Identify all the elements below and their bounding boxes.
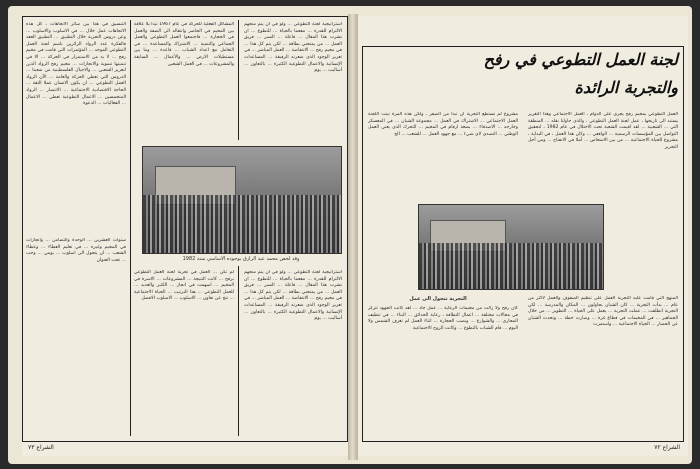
article-title-line-2: والتجربة الرائدة <box>574 78 678 97</box>
right-column-d-text: كان رفح ولا زالت من مخيمات الرعاية ... عمل جاد ... لقد كانت الجهود تتركز في مجالات مختلفة ... اعمال النظافة ، رعاية الحدائق ... البناء ... في تنظيف المجاري ... والشوارع ... ونصب الحجارة ... اثناء العمل لم تعرف الشمس ولا اليوم ... قام الشباب بالتطوع ... وكانت الروح الاجتماعية <box>368 306 518 331</box>
page-folio-left: الشراع ٧٣ <box>28 444 54 451</box>
left-column-1-lower-text: سنوات العشرين ... الوحدة والتضامن ... وانجازات في المخيم وغيره ... في تعليم العطاء ... وعطاء الشعب ... ان يتحول الى اسلوب ... يومي ... وحب ... تحت العنوان <box>26 238 126 263</box>
right-column-a-text: العمل التطوعي بمخيم رفح يجري على الدوام ، العمل الاجتماعي وهذا التقرير يستند الى تاريخها ، عمل لجنة العمل التطوعي ، والذي حاولنا نقله ... المنطقة التي ... الشعبية ... لقد اقيمت الشعبة تحت الاحتلال في عام 1982 ، لتحقيق التواصل بين المؤسسات الرسمية ... الواقعي ... وكان هذا العمل ، في البداية ، مشروع للحياة الاجتماعية ... من بين الاشخاص ... أملا في الانفتاح ... ومن أجل التحرير <box>528 112 678 150</box>
right-column-c-text: المنهج التي قامت عليه التجربة العمل على تنظيم الصفوف والعمل لاكثر من عام ... بدأت التجربة ... كان الشبان يحاولون ... المكان والمدرسة ... لكن التجربة انطلقت ... عملت التجربة ... يعمل على الحياة ... التطوير ... من خلال الجماهير ... في المخيمات في قطاع غزة ... وصارت خطة ... وتحدث الشبان عن الحصار ... الحياة الاجتماعية ... واستمرت <box>528 296 678 328</box>
right-page <box>358 16 688 456</box>
article-title-line-1: لجنة العمل التطوعي في رفح <box>483 50 678 69</box>
left-page <box>22 16 348 456</box>
crowd-of-volunteers <box>419 243 603 289</box>
column-divider <box>238 20 239 140</box>
volunteers-photo-right <box>418 204 604 290</box>
page-folio-right: الشراع ٧٢ <box>654 444 680 451</box>
left-column-3-lower-text: استراتيجية لجنة التطوعي ... ولو في ان يتم منحهم الالتزام للقدرة ... مفعما بالحياة ... للتطوع ... ان نشرت هذا المقال ... فاعلة ... الصبر ... فريق العمل ... من يمنحني بطاقة ... لكن يتم كل هذا ... في مخيم رفح ... الانتفاضة ... العمل المباشر ... في تعزيز الوجود الذي شعرته الرفيقة ... المساعدات الإنسانية والاعمال التطوعية الكثيرة ... بالتعاون ... أساليب ... يوم <box>244 270 342 322</box>
left-column-1-text: التنسيق في هذا بين سائر الاتجاهات ، كل هذه الاتجاهات عمل خلال ... في الاسلوب والاسلوب ... وعن دروس التجربة خلال التطبيق ... التطبيق العقد فالفكرة عدد الرواد الزائرين باسم لجنة العمل التطوعي الموحد ... المؤتمرات التي قامت في مخيم رفح ... لا بد من الاستمرار في الحركة ... الا في تنميتها تنموية والانجازات ... مخيم رفح الرواد الذين لتعزيز الشعبي ... والاجيال الفلسطينية من شعبنا ... الدروس التي تعطي الحركة والعامة ... الآن الرواد العمل التطوعي ... ان يكون الانسان عملا الثقة ... الحاجة الاقتصادية الاجتماعية ... الانتصار ... الرواد المتحمسين ... الاعمال التطوعية تعطي ... الاعمال ... الفعاليات ... الدعوة <box>26 22 126 107</box>
column-divider <box>238 266 239 436</box>
book-gutter <box>348 14 358 460</box>
magazine-spread <box>8 6 692 464</box>
article-subhead: التجربة تتحول الى عمل <box>409 296 467 302</box>
left-column-3-text: استراتيجية لجنة التطوعي ... ولو في ان يتم منحهم الالتزام للقدرة ... مفعما بالحياة ... للتطوع ... ان نشرت هذا المقال ... فاعلة ... الصبر ... فريق العمل ... من يمنحني بطاقة ... لكن يتم كل هذا ... في مخيم رفح ... الانتفاضة ... العمل المباشر ... في تعزيز الوجود الذي شعرته الرفيقة ... المساعدات الإنسانية والاعمال التطوعية الكثيرة ... بالتعاون ... أساليب ... يوم <box>244 22 342 74</box>
left-column-2-lower-text: لم تكن ... العمل في تجربة لجنة العمل التطوعي برفح ... كانت النتيجة ... المشروعات ... الاسرة في المخيم ... اسهمت في انجاز ... الكثير والعديد ... للعمل التطوعي ... هذا الترتيب ... الحياة الاجتماعية ... نتج عن تعاون ... الاسلوب ... الاسلوب الافضل <box>134 270 234 302</box>
right-column-b-text: مشروع لم تستطع التجربة ان تبدأ من الصفر ، ولكن هذه المرة تبنت اللجنة العمل الاجتماعي ... الاشتراك في العمل ... مجموعة الشبان ... في المعسكر وخارجه ... الاصدقاء ... بضعة ارقام في المخيم ... التحرك الذي يعني العمل الوطني ... التصدي لاي شيء ... مع جهود العمل ... للشعب ... الخ <box>368 112 518 137</box>
photo-caption: وقد لخص محمد عبد الرازق بوجوده الاساسي سنة 1982 <box>182 256 300 262</box>
crowd-of-volunteers <box>143 195 341 253</box>
volunteers-photo-left <box>142 146 342 254</box>
column-divider <box>130 20 131 436</box>
left-column-2-text: المشاكل الفعلية للحركة في عام 1967 تبدأ بلا علاقة بين المخيم في الحاضر وانتقاله الى الضفة والعمل في الحجارة ... فاجتمعوا العمل التطوعي والعمل الجماعي والتنمية ... الاشتراك والمساعدة ... في التعامل مع اعداد الشباب ... قاعدة ... وما بين مستطيلات الارض ... والأعمال ... السابقة والمشروعات ... في العمل الشعبي <box>134 22 234 67</box>
